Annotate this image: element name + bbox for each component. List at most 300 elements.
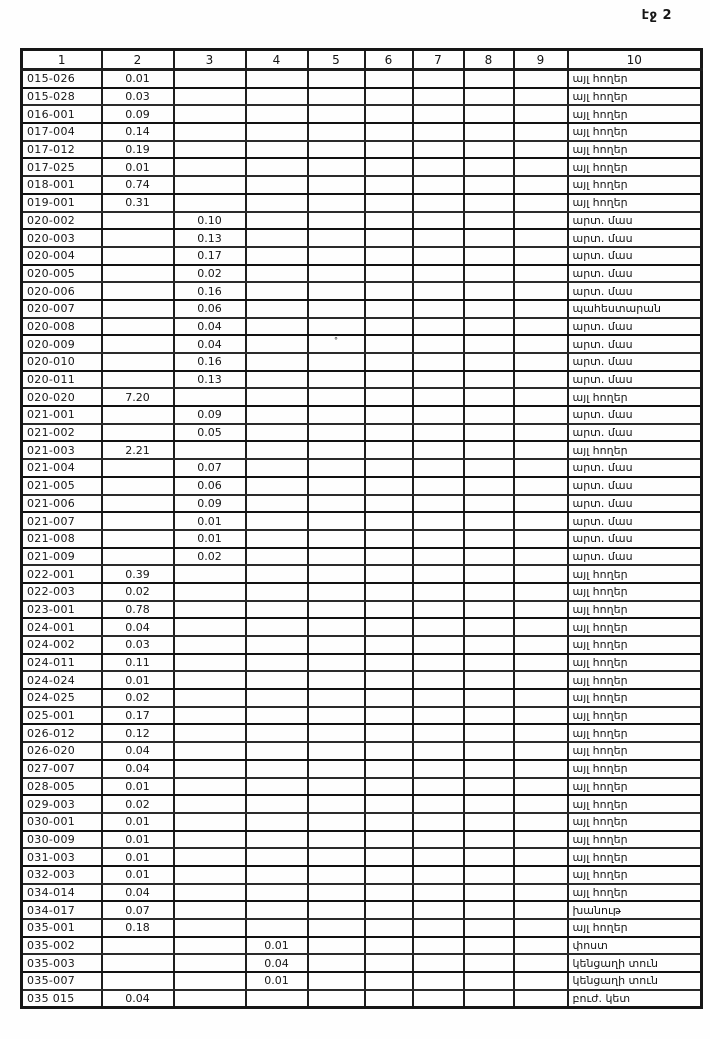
value-cell bbox=[102, 335, 174, 353]
value-cell bbox=[246, 229, 308, 247]
value-cell: 0.14 bbox=[102, 123, 174, 141]
value-cell bbox=[174, 724, 246, 742]
value-cell bbox=[514, 212, 568, 230]
value-cell bbox=[365, 229, 413, 247]
land-type-cell: պահեստարան bbox=[568, 300, 702, 318]
land-type-cell: այլ հողեր bbox=[568, 831, 702, 849]
land-type-cell: այլ հողեր bbox=[568, 88, 702, 106]
value-cell bbox=[514, 707, 568, 725]
value-cell bbox=[365, 300, 413, 318]
value-cell bbox=[365, 813, 413, 831]
value-cell bbox=[308, 707, 365, 725]
table-row bbox=[22, 158, 702, 176]
value-cell bbox=[464, 565, 514, 583]
parcel-code-cell: 027-007 bbox=[22, 760, 102, 778]
table-row bbox=[22, 335, 702, 353]
value-cell: 0.04 bbox=[102, 990, 174, 1008]
value-cell bbox=[174, 88, 246, 106]
table-row bbox=[22, 441, 702, 459]
value-cell: 0.04 bbox=[102, 618, 174, 636]
land-type-cell: այլ հողեր bbox=[568, 70, 702, 88]
table-row bbox=[22, 88, 702, 106]
parcel-code-cell: 028-005 bbox=[22, 778, 102, 796]
parcel-code-cell: 020-002 bbox=[22, 212, 102, 230]
value-cell bbox=[174, 760, 246, 778]
table-row bbox=[22, 512, 702, 530]
value-cell: 0.01 bbox=[102, 831, 174, 849]
parcel-code-cell: 020-009 bbox=[22, 335, 102, 353]
column-header: 5 bbox=[308, 50, 365, 70]
value-cell bbox=[308, 495, 365, 513]
table-row bbox=[22, 636, 702, 654]
value-cell bbox=[464, 424, 514, 442]
value-cell bbox=[413, 954, 464, 972]
land-type-cell: այլ հողեր bbox=[568, 884, 702, 902]
value-cell: 0.39 bbox=[102, 565, 174, 583]
table-row bbox=[22, 300, 702, 318]
value-cell bbox=[174, 937, 246, 955]
value-cell bbox=[308, 212, 365, 230]
parcel-code-cell: 017-025 bbox=[22, 158, 102, 176]
table-row bbox=[22, 105, 702, 123]
value-cell bbox=[514, 495, 568, 513]
parcel-code-cell: 020-011 bbox=[22, 371, 102, 389]
value-cell bbox=[308, 618, 365, 636]
value-cell bbox=[365, 318, 413, 336]
value-cell bbox=[365, 548, 413, 566]
value-cell bbox=[308, 954, 365, 972]
table-body bbox=[22, 70, 702, 1008]
value-cell bbox=[308, 229, 365, 247]
value-cell bbox=[464, 972, 514, 990]
value-cell bbox=[413, 831, 464, 849]
value-cell bbox=[308, 795, 365, 813]
value-cell bbox=[246, 689, 308, 707]
value-cell: 0.19 bbox=[102, 141, 174, 159]
parcel-code-cell: 021-003 bbox=[22, 441, 102, 459]
value-cell bbox=[413, 512, 464, 530]
value-cell bbox=[174, 795, 246, 813]
value-cell bbox=[464, 636, 514, 654]
parcel-code-cell: 021-009 bbox=[22, 548, 102, 566]
value-cell bbox=[365, 388, 413, 406]
land-type-cell: այլ հողեր bbox=[568, 194, 702, 212]
value-cell: 2.21 bbox=[102, 441, 174, 459]
value-cell: 0.09 bbox=[102, 105, 174, 123]
value-cell bbox=[246, 813, 308, 831]
value-cell bbox=[174, 990, 246, 1008]
land-type-cell: այլ հողեր bbox=[568, 176, 702, 194]
value-cell bbox=[413, 335, 464, 353]
value-cell bbox=[308, 300, 365, 318]
value-cell bbox=[514, 795, 568, 813]
table-row bbox=[22, 760, 702, 778]
value-cell: 0.02 bbox=[174, 265, 246, 283]
value-cell bbox=[308, 972, 365, 990]
value-cell bbox=[514, 583, 568, 601]
value-cell bbox=[308, 441, 365, 459]
value-cell bbox=[464, 70, 514, 88]
parcel-code-cell: 035 015 bbox=[22, 990, 102, 1008]
value-cell bbox=[365, 671, 413, 689]
value-cell bbox=[102, 300, 174, 318]
value-cell: 0.01 bbox=[102, 778, 174, 796]
value-cell bbox=[308, 371, 365, 389]
value-cell bbox=[308, 548, 365, 566]
value-cell: 0.04 bbox=[246, 954, 308, 972]
land-type-cell: այլ հողեր bbox=[568, 919, 702, 937]
value-cell: 0.11 bbox=[102, 654, 174, 672]
land-type-cell: այլ հողեր bbox=[568, 123, 702, 141]
value-cell bbox=[365, 831, 413, 849]
value-cell bbox=[174, 884, 246, 902]
value-cell: 0.04 bbox=[102, 760, 174, 778]
value-cell bbox=[308, 831, 365, 849]
parcel-code-cell: 017-004 bbox=[22, 123, 102, 141]
value-cell bbox=[514, 512, 568, 530]
value-cell bbox=[514, 689, 568, 707]
value-cell bbox=[464, 371, 514, 389]
value-cell bbox=[174, 194, 246, 212]
value-cell bbox=[464, 495, 514, 513]
value-cell bbox=[413, 194, 464, 212]
value-cell bbox=[413, 654, 464, 672]
value-cell: 0.16 bbox=[174, 282, 246, 300]
value-cell bbox=[365, 88, 413, 106]
value-cell: 0.01 bbox=[174, 512, 246, 530]
value-cell bbox=[464, 831, 514, 849]
value-cell bbox=[514, 194, 568, 212]
value-cell: 0.02 bbox=[102, 583, 174, 601]
land-type-cell: այլ հողեր bbox=[568, 565, 702, 583]
value-cell bbox=[413, 937, 464, 955]
value-cell bbox=[365, 459, 413, 477]
land-type-cell: այլ հողեր bbox=[568, 689, 702, 707]
value-cell bbox=[413, 671, 464, 689]
value-cell bbox=[514, 247, 568, 265]
value-cell bbox=[308, 530, 365, 548]
value-cell bbox=[365, 654, 413, 672]
land-type-cell: արտ. մաս bbox=[568, 335, 702, 353]
value-cell bbox=[413, 229, 464, 247]
value-cell bbox=[174, 972, 246, 990]
value-cell bbox=[365, 194, 413, 212]
value-cell bbox=[102, 265, 174, 283]
value-cell bbox=[514, 848, 568, 866]
table-row bbox=[22, 990, 702, 1008]
value-cell bbox=[464, 901, 514, 919]
table-row bbox=[22, 671, 702, 689]
value-cell bbox=[308, 424, 365, 442]
table-row bbox=[22, 388, 702, 406]
value-cell bbox=[464, 512, 514, 530]
table-row bbox=[22, 937, 702, 955]
value-cell bbox=[246, 778, 308, 796]
value-cell bbox=[413, 884, 464, 902]
value-cell: 0.74 bbox=[102, 176, 174, 194]
value-cell: 0.17 bbox=[174, 247, 246, 265]
land-type-cell: արտ. մաս bbox=[568, 265, 702, 283]
parcel-code-cell: 021-008 bbox=[22, 530, 102, 548]
value-cell bbox=[413, 548, 464, 566]
value-cell: 0.12 bbox=[102, 724, 174, 742]
land-type-cell: արտ. մաս bbox=[568, 229, 702, 247]
value-cell bbox=[246, 353, 308, 371]
parcel-code-cell: 034-017 bbox=[22, 901, 102, 919]
value-cell bbox=[514, 318, 568, 336]
parcel-code-cell: 030-001 bbox=[22, 813, 102, 831]
parcel-code-cell: 023-001 bbox=[22, 601, 102, 619]
value-cell bbox=[464, 848, 514, 866]
value-cell bbox=[102, 954, 174, 972]
value-cell bbox=[464, 318, 514, 336]
value-cell bbox=[464, 618, 514, 636]
column-header: 7 bbox=[413, 50, 464, 70]
value-cell bbox=[246, 724, 308, 742]
value-cell bbox=[413, 282, 464, 300]
table-row bbox=[22, 795, 702, 813]
value-cell bbox=[464, 477, 514, 495]
value-cell bbox=[514, 778, 568, 796]
table-row bbox=[22, 601, 702, 619]
value-cell bbox=[514, 88, 568, 106]
land-type-cell: արտ. մաս bbox=[568, 247, 702, 265]
value-cell: 0.01 bbox=[246, 937, 308, 955]
land-type-cell: արտ. մաս bbox=[568, 353, 702, 371]
value-cell bbox=[413, 778, 464, 796]
value-cell bbox=[514, 229, 568, 247]
value-cell bbox=[413, 459, 464, 477]
value-cell: 0.01 bbox=[102, 813, 174, 831]
parcel-code-cell: 035-007 bbox=[22, 972, 102, 990]
value-cell bbox=[174, 176, 246, 194]
value-cell bbox=[365, 247, 413, 265]
value-cell bbox=[464, 459, 514, 477]
parcel-code-cell: 025-001 bbox=[22, 707, 102, 725]
value-cell bbox=[308, 477, 365, 495]
value-cell bbox=[514, 937, 568, 955]
value-cell bbox=[246, 123, 308, 141]
value-cell bbox=[308, 689, 365, 707]
value-cell bbox=[308, 813, 365, 831]
parcel-code-cell: 020-005 bbox=[22, 265, 102, 283]
value-cell bbox=[246, 371, 308, 389]
table-row bbox=[22, 831, 702, 849]
value-cell bbox=[246, 335, 308, 353]
value-cell bbox=[464, 919, 514, 937]
header-row bbox=[22, 50, 702, 70]
value-cell bbox=[464, 583, 514, 601]
value-cell bbox=[413, 318, 464, 336]
value-cell bbox=[413, 724, 464, 742]
value-cell bbox=[413, 601, 464, 619]
land-type-cell: այլ հողեր bbox=[568, 583, 702, 601]
value-cell bbox=[174, 866, 246, 884]
land-type-cell: այլ հողեր bbox=[568, 778, 702, 796]
parcel-code-cell: 020-004 bbox=[22, 247, 102, 265]
value-cell bbox=[102, 972, 174, 990]
value-cell bbox=[308, 194, 365, 212]
value-cell bbox=[464, 105, 514, 123]
value-cell bbox=[413, 795, 464, 813]
value-cell bbox=[308, 760, 365, 778]
value-cell bbox=[365, 937, 413, 955]
value-cell bbox=[464, 884, 514, 902]
land-type-cell: այլ հողեր bbox=[568, 760, 702, 778]
value-cell bbox=[308, 884, 365, 902]
value-cell bbox=[413, 477, 464, 495]
value-cell bbox=[365, 618, 413, 636]
value-cell: 0.01 bbox=[246, 972, 308, 990]
value-cell bbox=[246, 512, 308, 530]
value-cell: 0.05 bbox=[174, 424, 246, 442]
land-type-cell: արտ. մաս bbox=[568, 477, 702, 495]
parcel-code-cell: 030-009 bbox=[22, 831, 102, 849]
value-cell: 0.02 bbox=[102, 795, 174, 813]
land-type-cell: արտ. մաս bbox=[568, 459, 702, 477]
value-cell bbox=[308, 601, 365, 619]
value-cell bbox=[413, 176, 464, 194]
value-cell bbox=[413, 972, 464, 990]
value-cell bbox=[413, 300, 464, 318]
value-cell bbox=[514, 742, 568, 760]
value-cell bbox=[246, 671, 308, 689]
table-row bbox=[22, 459, 702, 477]
value-cell bbox=[308, 583, 365, 601]
value-cell bbox=[308, 565, 365, 583]
value-cell bbox=[308, 937, 365, 955]
value-cell bbox=[413, 70, 464, 88]
value-cell bbox=[464, 689, 514, 707]
parcel-code-cell: 020-007 bbox=[22, 300, 102, 318]
value-cell bbox=[413, 141, 464, 159]
value-cell bbox=[514, 388, 568, 406]
value-cell bbox=[413, 123, 464, 141]
value-cell bbox=[413, 742, 464, 760]
value-cell: 0.02 bbox=[174, 548, 246, 566]
value-cell: 0.03 bbox=[102, 636, 174, 654]
value-cell bbox=[464, 530, 514, 548]
land-type-cell: այլ հողեր bbox=[568, 671, 702, 689]
value-cell bbox=[174, 742, 246, 760]
value-cell bbox=[464, 335, 514, 353]
value-cell bbox=[365, 495, 413, 513]
value-cell bbox=[308, 70, 365, 88]
parcel-code-cell: 020-020 bbox=[22, 388, 102, 406]
value-cell bbox=[308, 318, 365, 336]
value-cell bbox=[102, 548, 174, 566]
value-cell bbox=[514, 424, 568, 442]
value-cell bbox=[365, 919, 413, 937]
value-cell bbox=[246, 530, 308, 548]
table-row bbox=[22, 282, 702, 300]
parcel-code-cell: 032-003 bbox=[22, 866, 102, 884]
value-cell bbox=[246, 158, 308, 176]
value-cell bbox=[464, 282, 514, 300]
value-cell bbox=[174, 901, 246, 919]
value-cell bbox=[464, 813, 514, 831]
value-cell bbox=[102, 229, 174, 247]
table-row bbox=[22, 371, 702, 389]
value-cell bbox=[514, 548, 568, 566]
value-cell bbox=[174, 601, 246, 619]
parcel-code-cell: 024-024 bbox=[22, 671, 102, 689]
value-cell bbox=[246, 247, 308, 265]
value-cell bbox=[246, 848, 308, 866]
table-row bbox=[22, 884, 702, 902]
value-cell bbox=[308, 512, 365, 530]
value-cell bbox=[365, 990, 413, 1008]
parcel-code-cell: 021-005 bbox=[22, 477, 102, 495]
table-row bbox=[22, 724, 702, 742]
value-cell bbox=[246, 831, 308, 849]
value-cell bbox=[413, 105, 464, 123]
value-cell bbox=[464, 300, 514, 318]
value-cell bbox=[365, 795, 413, 813]
value-cell bbox=[514, 176, 568, 194]
value-cell bbox=[464, 778, 514, 796]
value-cell bbox=[246, 760, 308, 778]
land-type-cell: կենցաղի տուն bbox=[568, 972, 702, 990]
value-cell bbox=[308, 158, 365, 176]
value-cell bbox=[464, 406, 514, 424]
value-cell bbox=[514, 105, 568, 123]
value-cell bbox=[246, 565, 308, 583]
value-cell bbox=[464, 229, 514, 247]
value-cell bbox=[365, 335, 413, 353]
column-header: 1 bbox=[22, 50, 102, 70]
value-cell bbox=[246, 884, 308, 902]
value-cell bbox=[464, 548, 514, 566]
land-type-cell: արտ. մաս bbox=[568, 512, 702, 530]
value-cell bbox=[174, 388, 246, 406]
column-header: 4 bbox=[246, 50, 308, 70]
value-cell bbox=[514, 866, 568, 884]
table-row bbox=[22, 265, 702, 283]
value-cell bbox=[464, 954, 514, 972]
value-cell bbox=[413, 618, 464, 636]
land-type-cell: այլ հողեր bbox=[568, 795, 702, 813]
parcel-code-cell: 031-003 bbox=[22, 848, 102, 866]
value-cell bbox=[413, 866, 464, 884]
value-cell bbox=[102, 371, 174, 389]
value-cell bbox=[174, 441, 246, 459]
table-row bbox=[22, 176, 702, 194]
value-cell: 0.18 bbox=[102, 919, 174, 937]
value-cell bbox=[413, 265, 464, 283]
land-type-cell: արտ. մաս bbox=[568, 371, 702, 389]
table-row bbox=[22, 778, 702, 796]
value-cell bbox=[365, 760, 413, 778]
value-cell bbox=[413, 495, 464, 513]
page-number-label: էջ 2 bbox=[641, 8, 672, 23]
value-cell: 0.06 bbox=[174, 300, 246, 318]
value-cell bbox=[413, 990, 464, 1008]
value-cell bbox=[464, 441, 514, 459]
land-register-table bbox=[20, 48, 703, 1009]
value-cell bbox=[514, 406, 568, 424]
value-cell bbox=[365, 848, 413, 866]
value-cell bbox=[365, 565, 413, 583]
parcel-code-cell: 018-001 bbox=[22, 176, 102, 194]
value-cell bbox=[514, 919, 568, 937]
table-row bbox=[22, 654, 702, 672]
parcel-code-cell: 017-012 bbox=[22, 141, 102, 159]
value-cell bbox=[413, 919, 464, 937]
value-cell bbox=[464, 141, 514, 159]
land-type-cell: այլ հողեր bbox=[568, 441, 702, 459]
value-cell bbox=[308, 265, 365, 283]
